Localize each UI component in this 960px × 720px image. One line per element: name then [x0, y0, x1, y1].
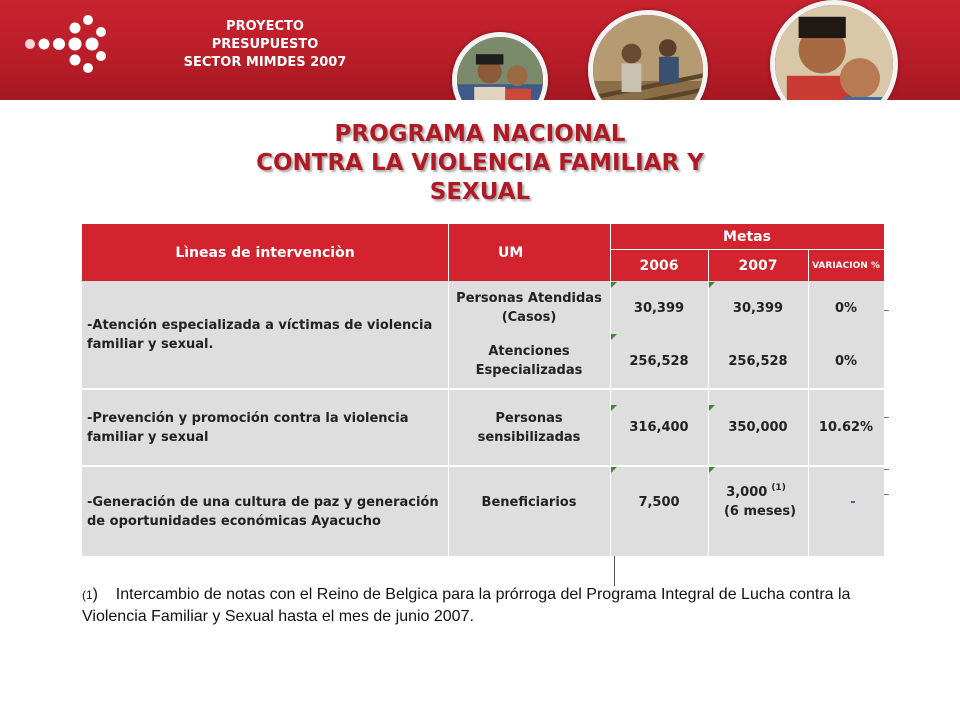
mother-child-photo [770, 0, 898, 100]
green-corner-mark [709, 467, 715, 473]
table-row-1b-um: Atenciones Especializadas [475, 344, 583, 378]
header-banner [0, 0, 960, 100]
edge-mark [884, 494, 889, 495]
footnote-ref-close: ) [92, 586, 98, 603]
table-row-2-linea: -Prevención y promoción contra la violencia familiar y sexual [87, 410, 409, 445]
table-row-1a-variacion: 0% [834, 300, 858, 316]
table-row-1a-2006: 30,399 [633, 300, 685, 316]
project-title-line-1: PROYECTO [226, 19, 304, 34]
footnote [82, 584, 872, 628]
footnote-ref: (1 [82, 588, 93, 602]
header-metas: Metas [723, 228, 771, 245]
table-row-1b-variacion: 0% [834, 353, 858, 369]
page-title-line-1: PROGRAMA NACIONAL [334, 121, 626, 147]
footnote-connector [614, 556, 615, 586]
page-title-line-3: SEXUAL [429, 179, 531, 205]
table-row-1a-um: Personas Atendidas (Casos) [456, 291, 602, 325]
table-row-3-linea: -Generación de una cultura de paz y generación de oportunidades económicas Ayacucho [87, 494, 439, 529]
project-title-line-3: SECTOR MIMDES 2007 [183, 55, 347, 70]
table-row-3-2007 [708, 479, 808, 539]
header-2006: 2006 [639, 257, 679, 274]
table-row-3-2007-extra: (6 meses) [723, 504, 797, 519]
header-2007: 2007 [738, 257, 778, 274]
edge-mark [884, 417, 889, 418]
page-title [180, 120, 780, 207]
table-row-2-um: Personas sensibilizadas [477, 410, 581, 445]
table-row-1-linea: -Atención especializada a víctimas de violencia familiar y sexual. [87, 317, 433, 352]
header-variacion: VARIACION % [812, 260, 880, 271]
table-row-3-variacion [808, 467, 884, 537]
women-photo [452, 32, 548, 100]
project-title [160, 18, 370, 72]
table-row-2-2007: 350,000 [728, 420, 788, 435]
table-row-3-2007-value: 3,000 [726, 485, 768, 500]
table-row-1b-2007: 256,528 [728, 353, 788, 369]
footnote-ref-marker: (1) [771, 483, 786, 493]
edge-mark [884, 469, 889, 470]
table-row-1a-2007: 30,399 [732, 300, 784, 316]
metas-table [82, 224, 884, 556]
table-row-1b-2006: 256,528 [629, 353, 689, 369]
table-row-3-variacion-value: - [850, 494, 856, 510]
page-title-line-2: CONTRA LA VIOLENCIA FAMILIAR Y [256, 150, 704, 176]
table-row-3-2006: 7,500 [638, 494, 680, 510]
table-row-2-2006: 316,400 [629, 420, 689, 435]
edge-mark [884, 310, 889, 311]
table-row-3-um: Beneficiarios [481, 494, 577, 510]
workers-photo [588, 10, 708, 100]
dots-arrow-logo-icon [22, 14, 112, 78]
header-lineas: Lìneas de intervenciòn [175, 244, 355, 261]
header-um: UM [498, 244, 524, 261]
footnote-text: Intercambio de notas con el Reino de Belgica para la prórroga del Programa Integral de Lucha contra la Violencia Familiar y Sexual hasta el mes de junio 2007. [82, 586, 851, 625]
table-row-2-variacion: 10.62% [818, 420, 874, 435]
project-title-line-2: PRESUPUESTO [211, 37, 319, 52]
